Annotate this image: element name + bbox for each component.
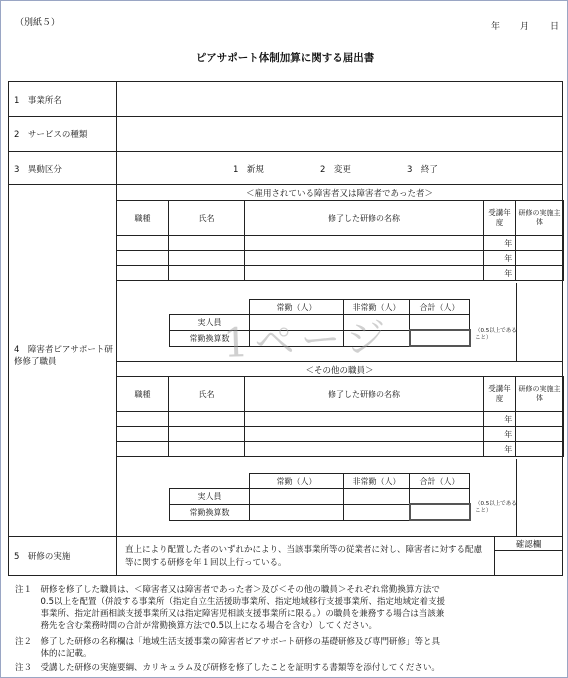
header-training: 修了した研修の名称 bbox=[245, 201, 484, 236]
date-year-label: 年 bbox=[491, 22, 501, 32]
header-year: 受講年度 bbox=[484, 377, 516, 412]
summary-total: 合計（人） bbox=[410, 474, 470, 489]
confirm-field[interactable] bbox=[495, 551, 562, 575]
change-option-end[interactable]: 3 終了 bbox=[407, 165, 438, 175]
service-type-label: 2 サービスの種類 bbox=[14, 130, 88, 140]
year-suffix: 年 bbox=[502, 442, 516, 457]
summary-actual: 実人員 bbox=[170, 315, 250, 331]
summary-actual: 実人員 bbox=[170, 489, 250, 505]
date-month-label: 月 bbox=[520, 22, 530, 32]
summary-total: 合計（人） bbox=[410, 300, 470, 315]
section-b-summary bbox=[169, 473, 471, 521]
table-row[interactable] bbox=[117, 427, 564, 442]
office-name-label: 1 事業所名 bbox=[14, 96, 62, 106]
header-name: 氏名 bbox=[169, 377, 245, 412]
summary-part-time: 非常勤（人） bbox=[344, 300, 410, 315]
summary-full-time: 常勤（人） bbox=[250, 300, 344, 315]
note-3: 注３ 受講した研修の実施要綱、カリキュラム及び研修を修了したことを証明する書類等を添付してください。 bbox=[15, 663, 440, 673]
section-b-caption: ＜その他の職員＞ bbox=[305, 366, 374, 376]
service-type-field[interactable] bbox=[117, 117, 562, 151]
header-name: 氏名 bbox=[169, 201, 245, 236]
confirm-label: 確認欄 bbox=[515, 540, 542, 550]
summary-converted: 常勤換算数 bbox=[170, 330, 250, 346]
summary-note: （0.5以上であること） bbox=[475, 328, 517, 341]
header-training: 修了した研修の名称 bbox=[245, 377, 484, 412]
implementation-label: 5 研修の実施 bbox=[14, 552, 71, 562]
header-year: 受講年度 bbox=[484, 201, 516, 236]
converted-total-cell[interactable] bbox=[410, 504, 470, 520]
office-name-field[interactable] bbox=[117, 82, 562, 116]
year-suffix: 年 bbox=[502, 251, 516, 266]
page-watermark: 1ページ bbox=[222, 315, 393, 367]
note-1: 注１ 研修を修了した職員は、＜障害者又は障害者であった者＞及び＜その他の職員＞それぞれ常勤換算方法で 0.5以上を配置（併設する事業所（指定自立生活援助事業所、指定地域移行支援事業所、指定地域定着支援 事業所、指定計画相談支援事業所又は指定障害児相談支援事業所に限る。）の職員を兼務する場合は当該兼 務先を含む業務時間の合計が常勤換算方法で0.5以上になる場合を含む）してください。 bbox=[15, 585, 446, 631]
year-suffix: 年 bbox=[502, 266, 516, 281]
change-type-label: 3 異動区分 bbox=[14, 165, 62, 175]
change-option-modify[interactable]: 2 変更 bbox=[320, 165, 351, 175]
table-row[interactable] bbox=[117, 251, 564, 266]
year-suffix: 年 bbox=[502, 236, 516, 251]
year-suffix: 年 bbox=[502, 427, 516, 442]
table-row[interactable] bbox=[117, 412, 564, 427]
table-row[interactable] bbox=[117, 442, 564, 457]
date-day-label: 日 bbox=[550, 22, 560, 32]
section-a-caption: ＜雇用されている障害者又は障害者であった者＞ bbox=[246, 189, 433, 199]
table-row[interactable] bbox=[117, 266, 564, 281]
header-job: 職種 bbox=[117, 201, 169, 236]
table-row[interactable] bbox=[117, 236, 564, 251]
section-b-table bbox=[116, 376, 564, 457]
staff-label: 4 障害者ピアサポート研修修了職員 bbox=[14, 345, 113, 367]
page-title: ピアサポート体制加算に関する届出書 bbox=[195, 52, 375, 64]
header-job: 職種 bbox=[117, 377, 169, 412]
summary-note: （0.5以上であること） bbox=[475, 501, 517, 514]
converted-total-cell[interactable] bbox=[410, 330, 470, 346]
summary-part-time: 非常勤（人） bbox=[344, 474, 410, 489]
note-2: 注２ 修了した研修の名称欄は「地域生活支援事業の障害者ピアサポート研修の基礎研修及び専門研修」等と具 体的に記載。 bbox=[15, 637, 441, 659]
attachment-label: （別紙５） bbox=[15, 18, 61, 28]
summary-full-time: 常勤（人） bbox=[250, 474, 344, 489]
year-suffix: 年 bbox=[502, 412, 516, 427]
summary-converted: 常勤換算数 bbox=[170, 504, 250, 520]
implementation-text: 直上により配置した者のいずれかにより、当該事業所等の従業者に対し、障害者に対する配慮等に関する研修を年１回以上行っている。 bbox=[125, 545, 483, 568]
section-a-table bbox=[116, 200, 564, 281]
change-option-new[interactable]: 1 新規 bbox=[233, 165, 264, 175]
header-provider: 研修の実施主体 bbox=[516, 201, 564, 236]
header-provider: 研修の実施主体 bbox=[516, 377, 564, 412]
